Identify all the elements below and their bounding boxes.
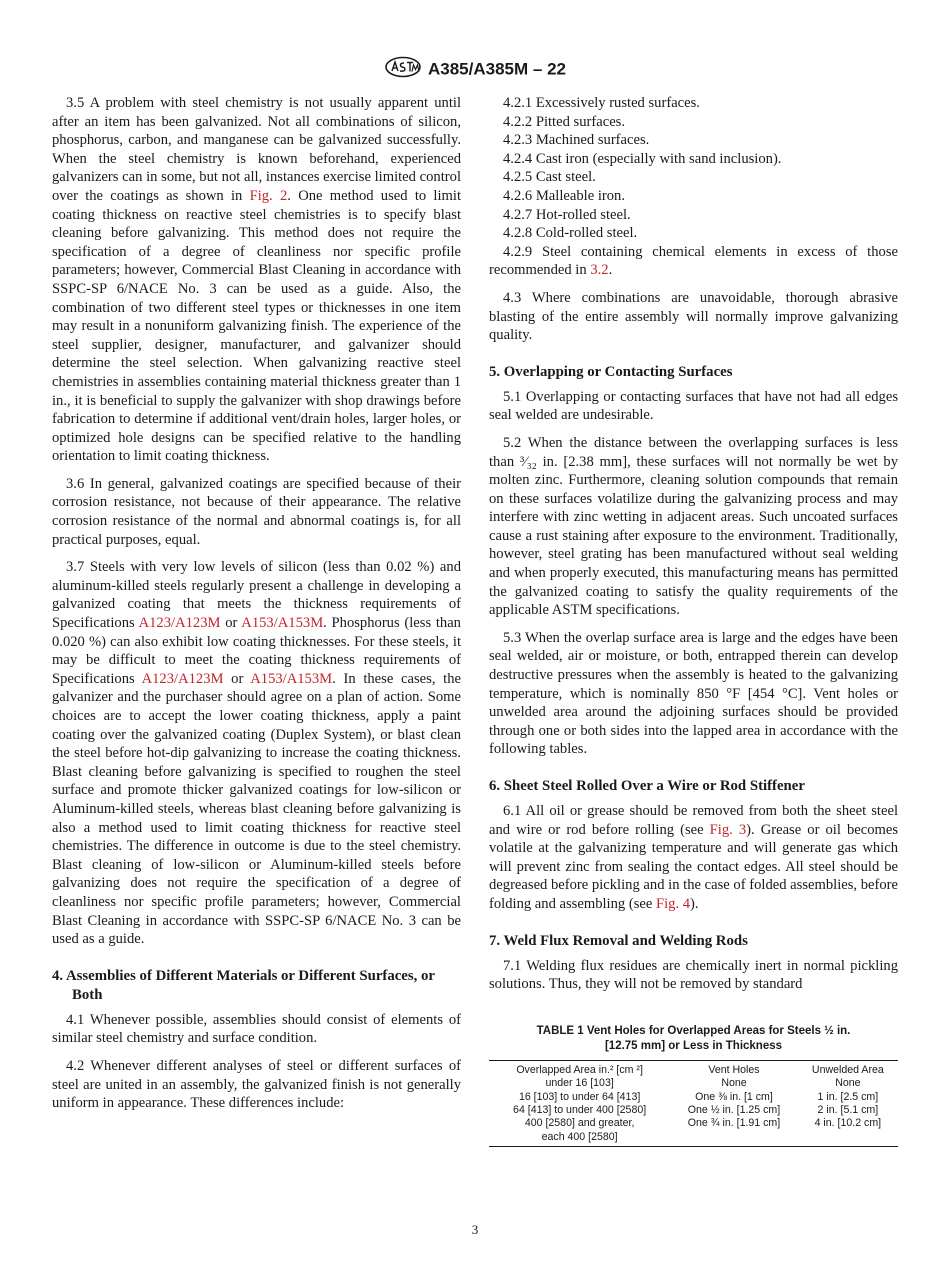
column-header-unwelded-area: Unwelded Area <box>811 1063 884 1076</box>
table-row <box>489 1104 898 1117</box>
paragraph-3-5 <box>52 94 461 466</box>
column-header-overlapped-area: Overlapped Area in.² [cm ²] <box>516 1063 643 1076</box>
text: 4.2.9 Steel containing chemical elements in excess of those recommended in <box>489 243 898 279</box>
paragraph-6-1 <box>489 802 898 914</box>
table-cell: under 16 [103] <box>545 1077 614 1090</box>
text: . In these cases, the galvanizer and the purchaser should agree on a plan of action. Some choices are to accept the lower coating thickness, apply a paint coating over the galvanized coating (Duplex System), or blast clean the steel before hot-dip galvanizing to increase the coating thickness. Blast cleaning before galvanizing is specified to roughen the steel surface and promote thicker galvanized coatings for low-silicon or Aluminum-killed steels, whereas blast cleaning before galvanizing is also a method used to limit coating thickness for reactive steel chemistries. The difference in outcome is due to the steel chemistry. Blast cleaning of low-silicon or Aluminum-killed steels before galvanizing does not require the specification of a degree of cleanliness nor specific profile parameters; however, Commercial Blast Cleaning in accordance with SSPC-SP 6/NACE No. 3 can be used as a guide. <box>52 670 461 948</box>
table-1-caption <box>489 1024 898 1054</box>
table-header-row <box>489 1060 898 1077</box>
fig-3-link[interactable]: Fig. 3 <box>709 821 747 838</box>
right-column <box>489 94 898 1147</box>
table-cell: each 400 [2580] <box>541 1130 618 1143</box>
table-cell: 4 in. [10.2 cm] <box>814 1117 882 1130</box>
section-3-2-link[interactable]: 3.2 <box>590 262 609 279</box>
a153-link[interactable]: A153/A153M <box>241 615 324 632</box>
paragraph-3-6: 3.6 In general, galvanized coatings are specified because of their corrosion resistance, not because of their appearance. The relative corrosion resistance of the normal and abnormal coatings is, for all practical purposes, equal. <box>52 475 461 548</box>
list-item-4-2-2: 4.2.2 Pitted surfaces. <box>503 113 625 130</box>
table-row <box>489 1131 898 1147</box>
paragraph-7-1: 7.1 Welding flux residues are chemically inert in normal pickling solutions. Thus, they will not be removed by standard <box>489 957 898 993</box>
a123-link[interactable]: A123/A123M <box>141 670 224 687</box>
left-column <box>52 94 461 1122</box>
text: . <box>608 262 613 279</box>
fig-2-link[interactable]: Fig. 2 <box>249 187 288 204</box>
vent-holes-table <box>489 1060 898 1147</box>
text: ). <box>690 895 699 912</box>
list-item-4-2-3: 4.2.3 Machined surfaces. <box>503 132 650 149</box>
paragraph-4-2: 4.2 Whenever different analyses of steel or different surfaces of steel are united in an assembly, the galvanized finish is not generally uniform in appearance. These differences include: <box>52 1057 461 1112</box>
paragraph-4-3: 4.3 Where combinations are unavoidable, thorough abrasive blasting of the entire assembly will normally improve galvanizing quality. <box>489 289 898 344</box>
paragraph-3-7 <box>52 558 461 948</box>
page-number: 3 <box>471 1222 479 1237</box>
column-header-vent-holes: Vent Holes <box>708 1063 760 1076</box>
text: . Phosphorus (less than 0.020 %) can also exhibit low coating thicknesses. For these steels, it may be difficult to meet the coating thickness requirements of Specifications <box>52 615 461 687</box>
table-cell: None <box>835 1077 861 1090</box>
fig-4-link[interactable]: Fig. 4 <box>655 895 691 912</box>
text: or <box>223 670 251 687</box>
text: 3.5 A problem with steel chemistry is not usually apparent until after an item has been galvanized. Not all combinations of silicon, phosphorus, carbon, and manganese can be galvanized successfully. When the steel chemistry is known beforehand, experienced galvanizers can in some, but not all, instances exercise limited control over the coatings as shown in <box>52 95 461 204</box>
list-item-4-2-9 <box>489 243 898 280</box>
paragraph-5-2: 5.2 When the distance between the overlapping surfaces is less than ³⁄₃₂ in. [2.38 mm], these surfaces will not normally be wet by molten zinc. Furthermore, cleaning solution compounds that remain on these surfaces volatilize during the galvanizing process and may interfere with zinc wetting in adjacent areas. Such uncoated surfaces cause a rust staining after exposure to the environment. Traditionally, however, steel grating has been manufactured without seal welding and when properly executed, this manufacturing means has permitted the galvanized coating to satisfy the quality requirements of the applicable ASTM specifications. <box>489 434 898 619</box>
table-row <box>489 1077 898 1090</box>
paragraph-4-1: 4.1 Whenever possible, assemblies should consist of elements of similar steel chemistry and surface condition. <box>52 1011 461 1047</box>
astm-logo-icon <box>384 56 422 83</box>
table-cell: None <box>721 1077 747 1090</box>
table-cell: 400 [2580] and greater, <box>524 1117 635 1130</box>
a153-link[interactable]: A153/A153M <box>250 670 333 687</box>
table-cell: One ½ in. [1.25 cm] <box>687 1103 781 1116</box>
standard-designation: A385/A385M – 22 <box>428 59 566 79</box>
table-cell: 2 in. [5.1 cm] <box>817 1103 879 1116</box>
table-cell <box>670 1131 797 1147</box>
list-item-4-2-6: 4.2.6 Malleable iron. <box>503 187 625 204</box>
table-cell: One ⅜ in. [1 cm] <box>695 1090 773 1103</box>
table-cell: 16 [103] to under 64 [413] <box>518 1090 641 1103</box>
table-cell: 1 in. [2.5 cm] <box>817 1090 879 1103</box>
list-item-4-2-1: 4.2.1 Excessively rusted surfaces. <box>503 95 700 111</box>
text: ). Grease or oil becomes volatile at the galvanizing temperature and will generate gas which will prevent zinc from sealing the contact edges. All steel should be degreased before pickling and in the case of folded assemblies, before folding and assembling (see <box>489 821 898 912</box>
table-row <box>489 1117 898 1130</box>
table-cell: One ¾ in. [1.91 cm] <box>687 1117 781 1130</box>
table-row <box>489 1091 898 1104</box>
page-header <box>0 56 950 83</box>
section-5-heading: 5. Overlapping or Contacting Surfaces <box>489 363 733 380</box>
a123-link[interactable]: A123/A123M <box>138 615 221 632</box>
section-7-heading: 7. Weld Flux Removal and Welding Rods <box>489 932 748 949</box>
table-caption-line: TABLE 1 Vent Holes for Overlapped Areas for Steels ½ in. <box>536 1024 851 1037</box>
table-cell: 64 [413] to under 400 [2580] <box>513 1103 647 1116</box>
table-caption-line: [12.75 mm] or Less in Thickness <box>604 1039 783 1052</box>
list-item-4-2-5: 4.2.5 Cast steel. <box>503 169 596 186</box>
list-item-4-2-4: 4.2.4 Cast iron (especially with sand inclusion). <box>503 150 782 167</box>
text: or <box>220 615 242 632</box>
paragraph-5-1: 5.1 Overlapping or contacting surfaces that have not had all edges seal welded are undesirable. <box>489 388 898 424</box>
table-cell <box>798 1131 898 1147</box>
text: 3.7 Steels with very low levels of silicon (less than 0.02 %) and aluminum-killed steels regularly present a challenge in developing a galvanized coating that meets the thickness requirements of Specifications <box>52 559 461 632</box>
list-item-4-2-8: 4.2.8 Cold-rolled steel. <box>503 225 638 242</box>
section-4-heading: 4. Assemblies of Different Materials or Different Surfaces, or Both <box>52 967 435 1003</box>
text: 6.1 All oil or grease should be removed from both the sheet steel and wire or rod before rolling (see <box>489 803 898 838</box>
paragraph-5-3: 5.3 When the overlap surface area is large and the edges have been seal welded, air or moisture, or both, entrapped therein can develop destructive pressures when the assembly is heated to the galvanizing temperature, which is nominally 850 °F [454 °C]. Vent holes or unwelded area around the adjoining surfaces should be provided through one or both sides into the lapped area in accordance with the following tables. <box>489 629 898 758</box>
list-item-4-2-7: 4.2.7 Hot-rolled steel. <box>503 206 631 223</box>
text: . One method used to limit coating thickness on reactive steel chemistries is to specify blast cleaning before galvanizing. This method does not require the specification of a degree of cleanliness nor specific profile parameters; however, Commercial Blast Cleaning in accordance with SSPC-SP 6/NACE No. 3 can be used as a guide. Also, the combination of two different steel types or thicknesses in one item may result in a nonuniform galvanizing finish. The experience of the steel supplier, designer, manufacturer, and galvanizer should determine the steel selection. When galvanizing reactive steel chemistries in assemblies containing material thickness greater than 1 in., it is beneficial to supply the galvanizer with shop drawings before fabrication to determine if additional vent/drain holes, larger holes, or optimized hole designs can be specified relative to the handling orientation to limit coating thickness. <box>52 187 462 465</box>
section-6-heading: 6. Sheet Steel Rolled Over a Wire or Rod Stiffener <box>489 778 805 794</box>
